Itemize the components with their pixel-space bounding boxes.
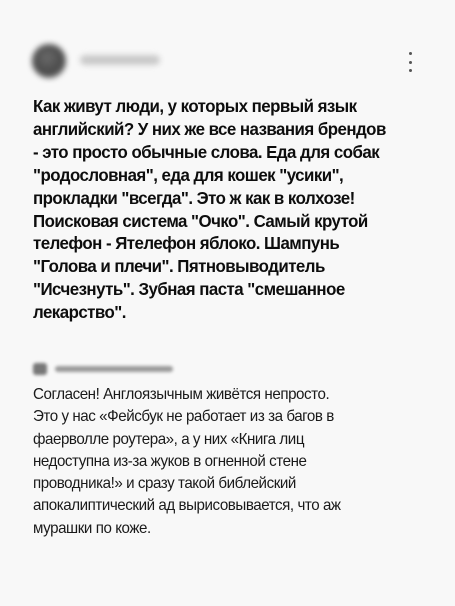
dot-icon — [409, 52, 412, 55]
commenter-avatar[interactable] — [33, 363, 47, 375]
comment-author[interactable] — [33, 362, 193, 376]
post-header — [32, 44, 422, 84]
author-avatar[interactable] — [32, 44, 66, 78]
author-name-blurred[interactable] — [80, 55, 160, 65]
comment-text: Согласен! Англоязычным живётся непросто. Это у нас «Фейсбук не работает из за багов в фаерволле роутера», а у них «Книга лиц недоступна из-за жуков в огненной стене проводника!» и сразу такой библейский апокалиптический ад вырисовывается, что аж мурашки по коже. — [33, 386, 341, 537]
post-text: Как живут люди, у которых первый язык английский? У них же все названия брендов - это просто обычные слова. Еда для собак "родословная", еда для кошек "усики", прокладки "всегда". Это ж как в колхозе! Поисковая система "Очко". Самый крутой телефон - Ятелефон яблоко. Шампунь "Голова и плечи". Пятновыводитель "Исчезнуть". Зубная паста "смешанное лекарство". — [33, 96, 386, 323]
commenter-name-blurred[interactable] — [55, 366, 173, 372]
more-vertical-icon[interactable] — [402, 48, 418, 76]
dot-icon — [409, 61, 412, 64]
dot-icon — [409, 69, 412, 72]
